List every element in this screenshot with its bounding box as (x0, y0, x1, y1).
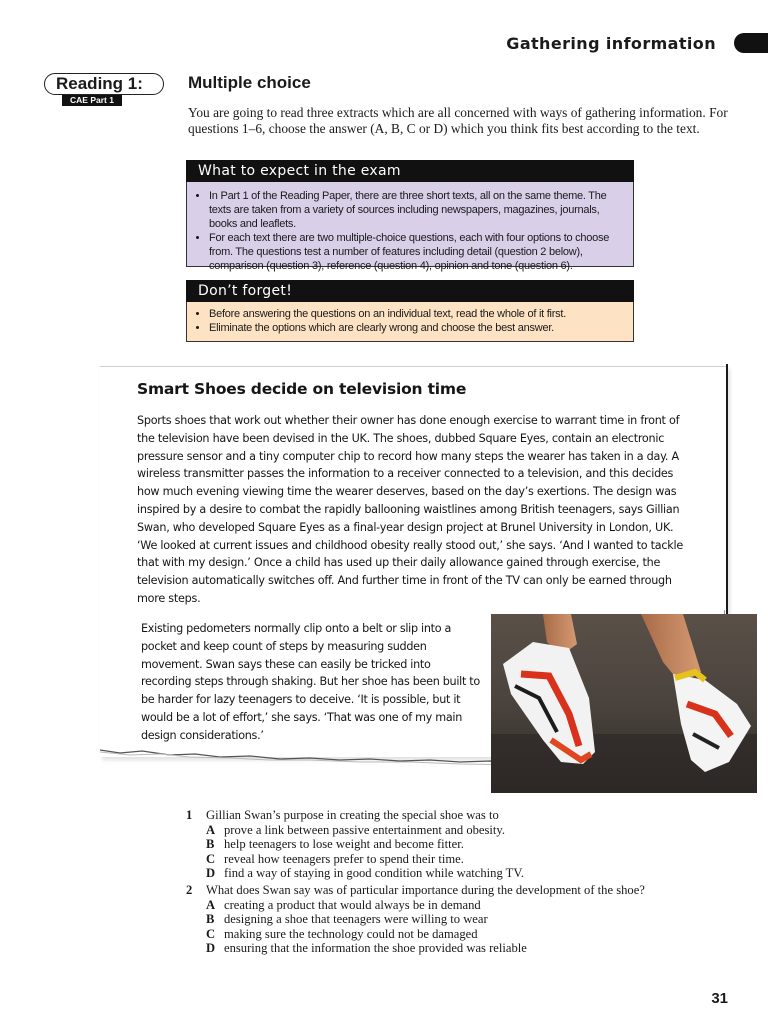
answer-option (206, 941, 706, 956)
answer-option (206, 852, 706, 867)
option-letter: B (206, 912, 215, 927)
section-title: Multiple choice (188, 73, 311, 92)
answer-option (206, 823, 706, 838)
option-letter: C (206, 851, 216, 866)
answer-option (206, 912, 706, 927)
option-text: prove a link between passive entertainment and obesity. (224, 822, 506, 837)
article-paragraph: Sports shoes that work out whether their owner has done enough exercise to warrant time in front of the television have been devised in the UK. The shoes, dubbed Square Eyes, contain an electronic pressure sensor and a tiny computer chip to record how many steps the wearer has taken in a day. A wireless transmitter passes the information to a receiver connected to a television, and this decides how much evening viewing time the wearer deserves, based on the day’s exertions. The design was inspired by a desire to combat the rapidly ballooning waistlines among British teenagers, says Gillian Swan, who developed Square Eyes as a final-year design project at Brunel University in London, UK. ‘We looked at current issues and childhood obesity really stood out,’ she says. ‘And I wanted to tackle that with my design.’ Once a child has used up their daily allowance gained through exercise, the television automatically switches off. And further time in front of the TV can only be earned through more steps. (137, 414, 683, 605)
questions-list (186, 808, 706, 958)
answer-option (206, 898, 706, 913)
answer-option (206, 927, 706, 942)
what-to-expect-heading: What to expect in the exam (186, 160, 634, 182)
page-number: 31 (711, 990, 728, 1007)
dont-forget-heading: Don’t forget! (186, 280, 634, 302)
question-2 (186, 883, 706, 956)
question-1 (186, 808, 706, 881)
option-letter: B (206, 837, 215, 852)
answer-option (206, 837, 706, 852)
running-header: Gathering information (506, 34, 716, 53)
torn-edge (100, 744, 530, 766)
option-text: making sure the technology could not be damaged (224, 926, 478, 941)
option-text: designing a shoe that teenagers were willing to wear (224, 912, 488, 927)
what-to-expect-box (186, 160, 634, 272)
instructions-text: You are going to read three extracts which are all concerned with ways of gathering information. For questions 1–6, choose the answer (A, B, C or D) which you think fits best according to the text. (188, 105, 728, 136)
article-headline: Smart Shoes decide on television time (137, 380, 467, 398)
option-text: creating a product that would always be in demand (224, 897, 481, 912)
header-tab-marker (734, 33, 768, 53)
dont-forget-box (186, 280, 634, 342)
expect-item: • In Part 1 of the Reading Paper, there are three short texts, all on the same theme. The texts are taken from a variety of sources including newspapers, magazines, journals, books and leaflets. (209, 189, 625, 231)
what-to-expect-body (186, 182, 634, 272)
option-letter: D (206, 941, 216, 956)
forget-item: • Before answering the questions on an individual text, read the whole of it first. (209, 307, 625, 321)
option-text: reveal how teenagers prefer to spend their time. (224, 851, 464, 866)
question-stem (186, 883, 706, 898)
question-text: Gillian Swan’s purpose in creating the special shoe was to (206, 808, 499, 822)
article-paragraph: Existing pedometers normally clip onto a belt or slip into a pocket and keep count of steps by measuring sudden movement. Swan says these can easily be tricked into recording steps through shaking. But her shoe has been built to be harder for lazy teenagers to deceive. ‘It is possible, but it would be a lot of effort,’ she says. ‘That was one of my main design considerations.’ (141, 622, 480, 742)
reading-label: Reading 1: (44, 73, 164, 95)
expect-item: • For each text there are two multiple-choice questions, each with four options to choose from. The questions test a number of features including detail (question 2 below), comparison (question 3), reference (question 4), opinion and tone (question 6). (209, 231, 625, 273)
answer-option (206, 866, 706, 881)
option-text: find a way of staying in good condition while watching TV. (224, 866, 524, 881)
cae-part-badge: CAE Part 1 (62, 95, 122, 106)
question-number: 2 (186, 882, 193, 897)
option-letter: D (206, 866, 216, 881)
question-text: What does Swan say was of particular importance during the development of the shoe? (206, 882, 645, 897)
option-letter: A (206, 897, 216, 912)
option-letter: A (206, 822, 216, 837)
question-number: 1 (186, 808, 193, 822)
clipping-edge (726, 364, 728, 614)
question-stem (186, 808, 706, 823)
forget-item: • Eliminate the options which are clearly wrong and choose the best answer. (209, 321, 625, 335)
option-text: ensuring that the information the shoe provided was reliable (224, 941, 527, 956)
dont-forget-body (186, 302, 634, 342)
option-text: help teenagers to lose weight and become fitter. (224, 837, 464, 852)
option-letter: C (206, 926, 216, 941)
running-shoes-photo (491, 614, 757, 793)
